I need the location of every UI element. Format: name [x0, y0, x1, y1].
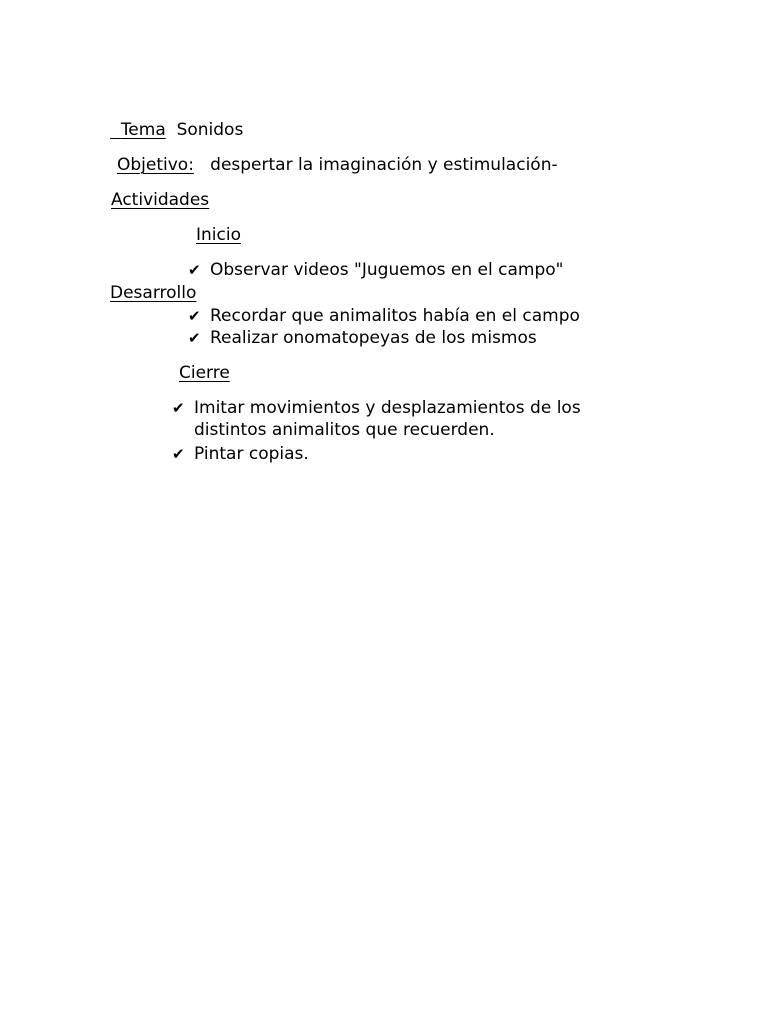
desarrollo-item-0: ✔ Recordar que animalitos había en el campo [188, 306, 580, 326]
checkmark-icon: ✔ [188, 307, 201, 325]
desarrollo-heading: Desarrollo [110, 283, 197, 303]
actividades-heading: Actividades [111, 190, 210, 210]
checkmark-icon: ✔ [172, 445, 185, 463]
checkmark-icon: ✔ [188, 329, 201, 347]
inicio-item-0: ✔ Observar videos "Juguemos en el campo" [188, 260, 564, 280]
tema-label: Tema [120, 120, 166, 140]
objetivo-label: Objetivo: [117, 155, 194, 175]
tema-value: Sonidos [176, 120, 244, 140]
checkmark-icon: ✔ [172, 399, 185, 417]
inicio-heading: Inicio [196, 225, 241, 245]
cierre-heading: Cierre [179, 363, 230, 383]
desarrollo-item-1: ✔ Realizar onomatopeyas de los mismos [188, 328, 537, 348]
tema-line [110, 119, 243, 141]
cierre-item-0: ✔ Imitar movimientos y desplazamientos de los distintos animalitos que recuerden. [172, 398, 581, 440]
cierre-item-1: ✔ Pintar copias. [172, 444, 309, 464]
objetivo-line [117, 154, 558, 176]
objetivo-value: despertar la imaginación y estimulación- [210, 155, 558, 175]
checkmark-icon: ✔ [188, 261, 201, 279]
